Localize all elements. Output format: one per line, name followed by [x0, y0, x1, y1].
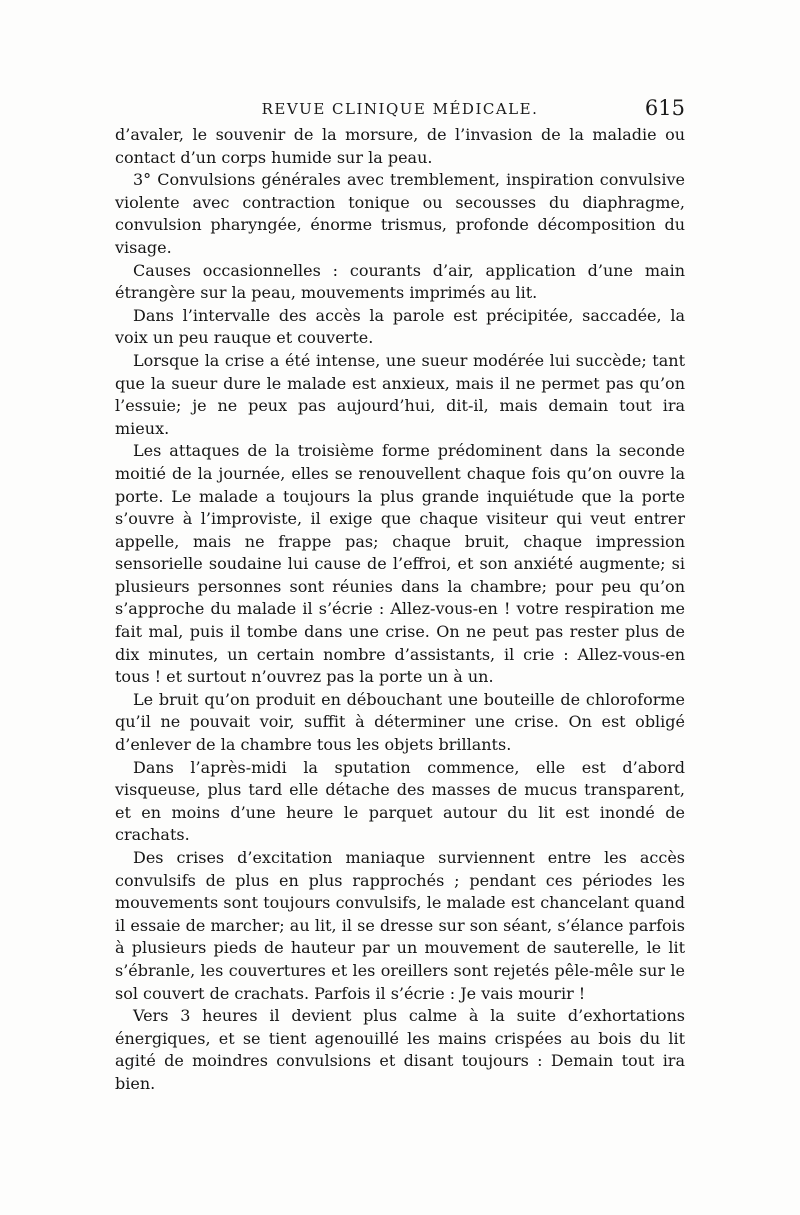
paragraph-continuation: d’avaler, le souvenir de la morsure, de l’invasion de la maladie ou contact d’un corps humide sur la peau.: [115, 125, 685, 167]
paragraph-convulsions: 3° Convulsions générales avec tremblement, inspiration convulsive violente avec contraction tonique ou secousses du diaphragme, convulsion pharyngée, énorme trismus, profonde décomposition du visage.: [115, 170, 685, 257]
paragraph-chloroform: Le bruit qu’on produit en débouchant une bouteille de chloroforme qu’il ne pouvait voir, suffit à déterminer une crise. On est obligé d’enlever de la chambre tous les objets brillants.: [115, 689, 685, 755]
journal-title: REVUE CLINIQUE MÉDICALE.: [261, 100, 539, 118]
paragraph-maniac-crises: Des crises d’excitation maniaque surviennent entre les accès convulsifs de plus en plus rapprochés ; pendant ces périodes les mouvements sont toujours convulsifs, le malade est chancelant quand il essaie de marcher; au lit, il se dresse sur son séant, s’élance parfois à plusieurs pieds de hauteur par un mouvement de sauterelle, le lit s’ébranle, les couvertures et les oreillers sont rejetés pêle-mêle sur le sol couvert de crachats. Parfois il s’écrie : Je vais mourir !: [115, 848, 685, 1003]
paragraph-causes: Causes occasionnelles : courants d’air, application d’une main étrangère sur la peau, mouvements imprimés au lit.: [115, 260, 685, 303]
body-text: [115, 124, 685, 1096]
paragraph-calm: Vers 3 heures il devient plus calme à la suite d’exhortations énergiques, et se tient agenouillé les mains crispées au bois du lit agité de moindres convulsions et disant toujours : Demain tout ira bien.: [115, 1006, 685, 1093]
page-number: 615: [644, 96, 685, 120]
paragraph-sputation: Dans l’après-midi la sputation commence, elle est d’abord visqueuse, plus tard elle détache des masses de mucus transparent, et en moins d’une heure le parquet autour du lit est inondé de crachats.: [115, 757, 685, 845]
running-head: [115, 96, 685, 120]
paragraph-third-form: Les attaques de la troisième forme prédominent dans la seconde moitié de la journée, elles se renouvellent chaque fois qu’on ouvre la porte. Le malade a toujours la plus grande inquiétude que la porte s’ouvre à l’improviste, il exige que chaque visiteur qui veut entrer appelle, mais ne frappe pas; chaque bruit, chaque impression sensorielle soudaine lui cause de l’effroi, et son anxiété augmente; si plusieurs personnes sont réunies dans la chambre; pour peu qu’on s’approche du malade il s’écrie : Allez-vous-en ! votre respiration me fait mal, puis il tombe dans une crise. On ne peut pas rester plus de dix minutes, un certain nombre d’assistants, il crie : Allez-vous-en tous ! et surtout n’ouvrez pas la porte un à un.: [115, 441, 685, 687]
paragraph-interval: Dans l’intervalle des accès la parole est précipitée, saccadée, la voix un peu rauque et couverte.: [115, 305, 685, 348]
paragraph-sweat: Lorsque la crise a été intense, une sueur modérée lui succède; tant que la sueur dure le malade est anxieux, mais il ne permet pas qu’on l’essuie; je ne peux pas aujourd’hui, dit-il, mais demain tout ira mieux.: [115, 350, 685, 438]
